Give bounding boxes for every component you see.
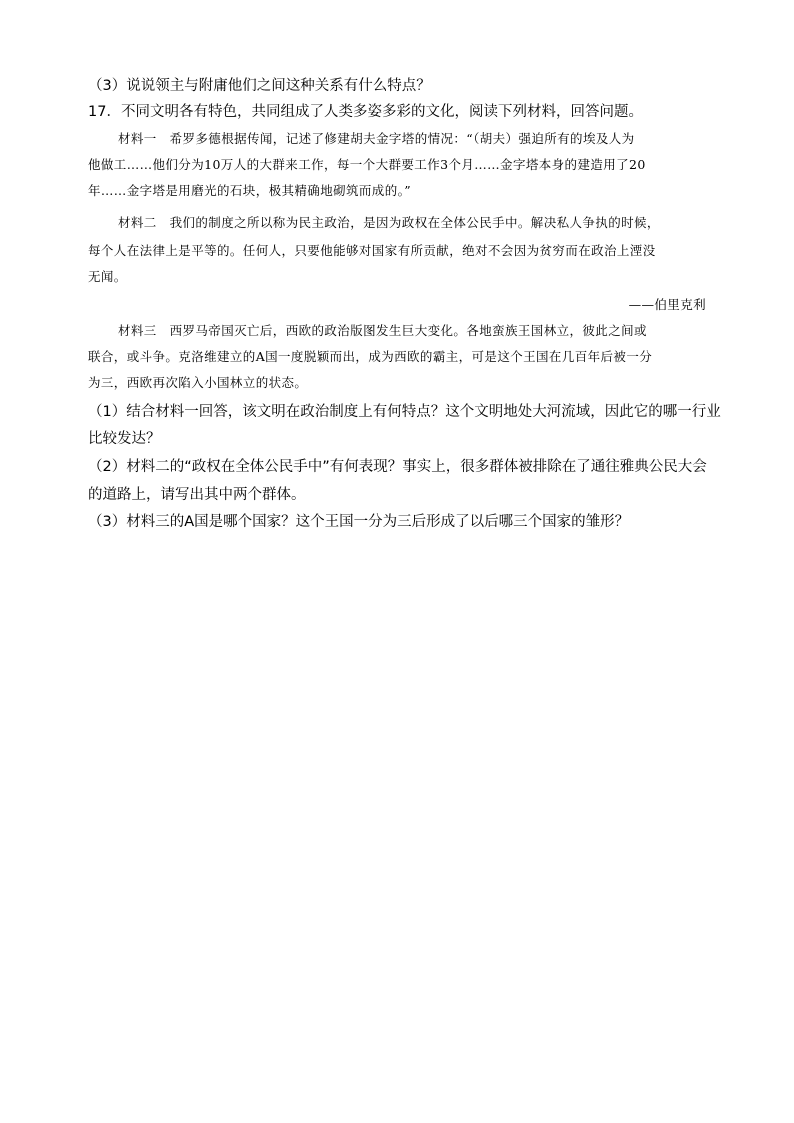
question-16-part-3: （3）说说领主与附庸他们之间这种关系有什么特点？ (88, 78, 431, 94)
question-17-part-1-line-1: （1）结合材料一回答，该文明在政治制度上有何特点？这个文明地处大河流域，因此它的哪一行业 (88, 404, 721, 420)
question-17-part-2-line-2: 的道路上，请写出其中两个群体。 (88, 487, 306, 503)
material-3-line-1: 材料三 西罗马帝国灭亡后，西欧的政治版图发生巨大变化。各地蛮族王国林立，彼此之间或 (118, 323, 647, 338)
material-2-line-3: 无闻。 (88, 269, 127, 284)
material-1-line-3: 年……金字塔是用磨光的石块，极其精确地砌筑而成的。” (88, 183, 412, 198)
material-1-line-1: 材料一 希罗多德根据传闻，记述了修建胡夫金字塔的情况：“（胡夫）强迫所有的埃及人为 (118, 131, 635, 146)
material-2-line-2: 每个人在法律上是平等的。任何人，只要他能够对国家有所贡献，绝对不会因为贫穷而在政治上湮没 (88, 243, 656, 258)
question-17-part-1-line-2: 比较发达？ (88, 431, 161, 447)
material-2-source: ——伯里克利 (628, 297, 706, 312)
material-3-line-2: 联合，或斗争。克洛维建立的A国一度脱颖而出，成为西欧的霸主，可是这个王国在几百年后被一分 (88, 349, 653, 364)
question-17-part-2-line-1: （2）材料二的“政权在全体公民手中”有何表现？事实上，很多群体被排除在了通往雅典公民大会 (88, 459, 707, 475)
material-3-line-3: 为三，西欧再次陷入小国林立的状态。 (88, 375, 308, 390)
material-2-line-1: 材料二 我们的制度之所以称为民主政治，是因为政权在全体公民手中。解决私人争执的时候， (118, 215, 660, 230)
question-17-part-3: （3）材料三的A国是哪个国家？这个王国一分为三后形成了以后哪三个国家的雏形？ (88, 514, 630, 530)
material-1-line-2: 他做工……他们分为10万人的大群来工作，每一个大群要工作3个月……金字塔本身的建造用了20 (88, 157, 646, 172)
question-17-stem: 17．不同文明各有特色，共同组成了人类多姿多彩的文化，阅读下列材料，回答问题。 (88, 104, 643, 120)
